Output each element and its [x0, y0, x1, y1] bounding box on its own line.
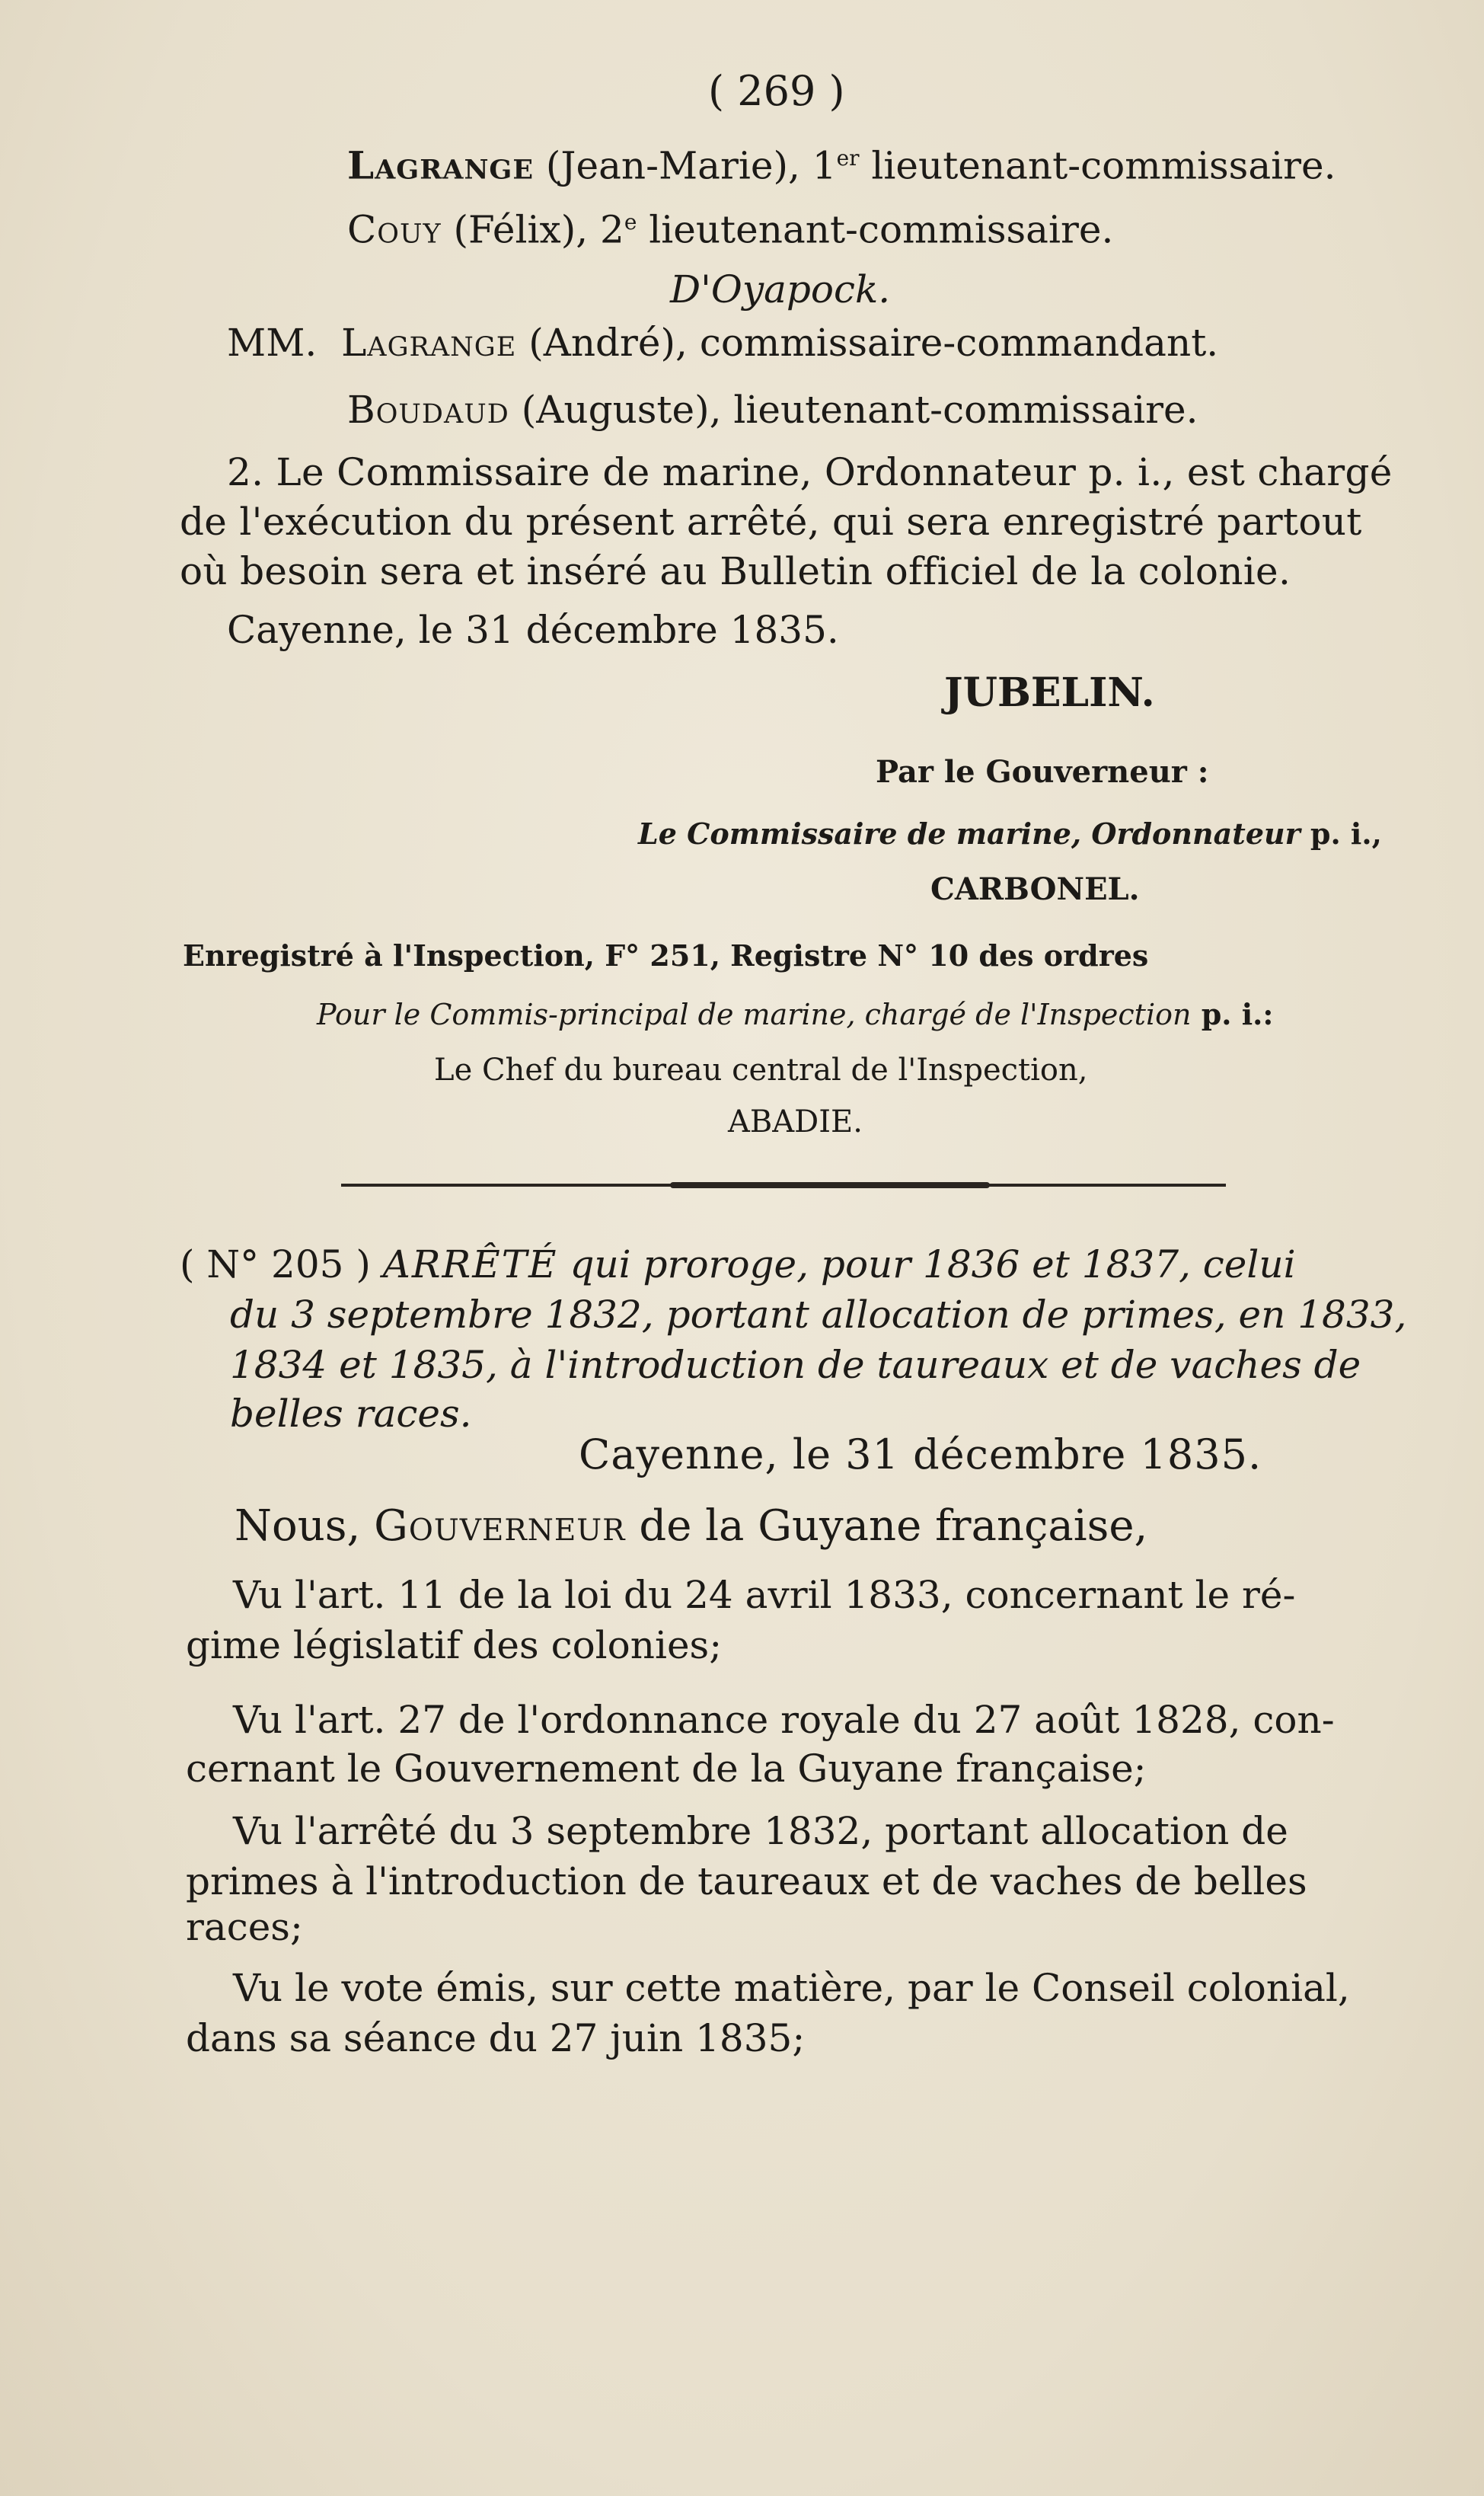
vu-1-line-2: gime législatif des colonies; — [186, 1623, 723, 1667]
decree-number: ( N° 205 ) — [180, 1242, 371, 1286]
vu-4-line-1: Vu le vote émis, sur cette matière, par le Conseil colonial, — [233, 1966, 1350, 2010]
vu-2-line-1: Vu l'art. 27 de l'ordonnance royale du 27 août 1828, con- — [233, 1698, 1335, 1742]
separator-rule-ornament — [670, 1182, 990, 1188]
registration-line-1: Enregistré à l'Inspection, F° 251, Registre N° 10 des ordres — [183, 938, 1149, 973]
appointment-name: Lagrange — [347, 142, 535, 188]
section-heading: D'Oyapock. — [670, 267, 891, 312]
decree-title-text: qui proroge, pour 1836 et 1837, celui — [557, 1242, 1296, 1286]
commissaire-title: Le Commissaire de marine, Ordonnateur — [638, 817, 1300, 851]
decree-title-line-4: belles races. — [230, 1392, 472, 1436]
preamble-nous — [235, 1501, 1148, 1551]
appointment-role: lieutenant-commissaire. — [859, 143, 1336, 188]
appointment-role: lieutenant-commissaire. — [637, 207, 1114, 252]
appointment-detail: (Félix), 2 — [453, 207, 624, 252]
registration-suffix: p. i.: — [1191, 997, 1274, 1031]
decree-title-line-3: 1834 et 1835, à l'introduction de taureaux et de vaches de — [230, 1343, 1361, 1387]
registration-line-4: ABADIE. — [728, 1104, 863, 1139]
appointment-line-1 — [347, 136, 1336, 189]
article-2-line-3: où besoin sera et inséré au Bulletin officiel de la colonie. — [180, 549, 1291, 593]
appointment-detail: (André), commissaire-commandant. — [528, 321, 1219, 365]
vu-3-line-2: primes à l'introduction de taureaux et de vaches de belles — [186, 1859, 1307, 1903]
ordinal-superscript: e — [624, 209, 637, 235]
appointment-line-4 — [347, 387, 1198, 433]
appointment-line-3 — [227, 320, 1218, 366]
appointment-name: Lagrange — [341, 321, 517, 365]
article-2-line-2: de l'exécution du présent arrêté, qui sera enregistré partout — [180, 500, 1362, 544]
place-date-1: Cayenne, le 31 décembre 1835. — [227, 608, 839, 652]
vu-3-line-3: races; — [186, 1905, 303, 1949]
messieurs-abbrev: MM. — [227, 321, 318, 365]
appointment-name: Couy — [347, 207, 442, 252]
decree-title-bold: ARRÊTÉ — [382, 1242, 558, 1286]
appointment-line-2 — [347, 200, 1113, 253]
commissaire-suffix: p. i., — [1300, 817, 1382, 851]
vu-1-line-1: Vu l'art. 11 de la loi du 24 avril 1833, concernant le ré- — [233, 1573, 1296, 1617]
appointment-detail: (Auguste), lieutenant-commissaire. — [521, 388, 1198, 432]
appointment-detail: (Jean-Marie), 1 — [545, 143, 837, 188]
registration-role: Pour le Commis-principal de marine, chargé de l'Inspection — [317, 998, 1192, 1031]
vu-4-line-2: dans sa séance du 27 juin 1835; — [186, 2016, 806, 2060]
decree-title-line-2: du 3 septembre 1832, portant allocation de primes, en 1833, — [230, 1293, 1407, 1337]
registration-line-2 — [317, 992, 1273, 1037]
preamble-gouverneur: Gouverneur — [374, 1501, 626, 1551]
preamble-nous-word: Nous, — [235, 1501, 361, 1551]
commissaire-line — [638, 811, 1382, 857]
decree-place-date: Cayenne, le 31 décembre 1835. — [579, 1430, 1262, 1478]
appointment-name: Boudaud — [347, 388, 509, 432]
signature-governor: JUBELIN. — [944, 670, 1155, 716]
decree-title-line-1 — [180, 1242, 1296, 1287]
ordinal-superscript: er — [836, 145, 860, 171]
registration-line-3: Le Chef du bureau central de l'Inspection, — [434, 1053, 1088, 1088]
page-number: ( 269 ) — [708, 67, 845, 115]
commissaire-name: CARBONEL. — [930, 871, 1140, 907]
vu-2-line-2: cernant le Gouvernement de la Guyane française; — [186, 1747, 1147, 1791]
preamble-nous-tail: de la Guyane française, — [625, 1501, 1148, 1551]
by-governor: Par le Gouverneur : — [876, 754, 1209, 790]
article-2-line-1: 2. Le Commissaire de marine, Ordonnateur p. i., est chargé — [227, 450, 1393, 494]
vu-3-line-1: Vu l'arrêté du 3 septembre 1832, portant allocation de — [233, 1809, 1288, 1853]
